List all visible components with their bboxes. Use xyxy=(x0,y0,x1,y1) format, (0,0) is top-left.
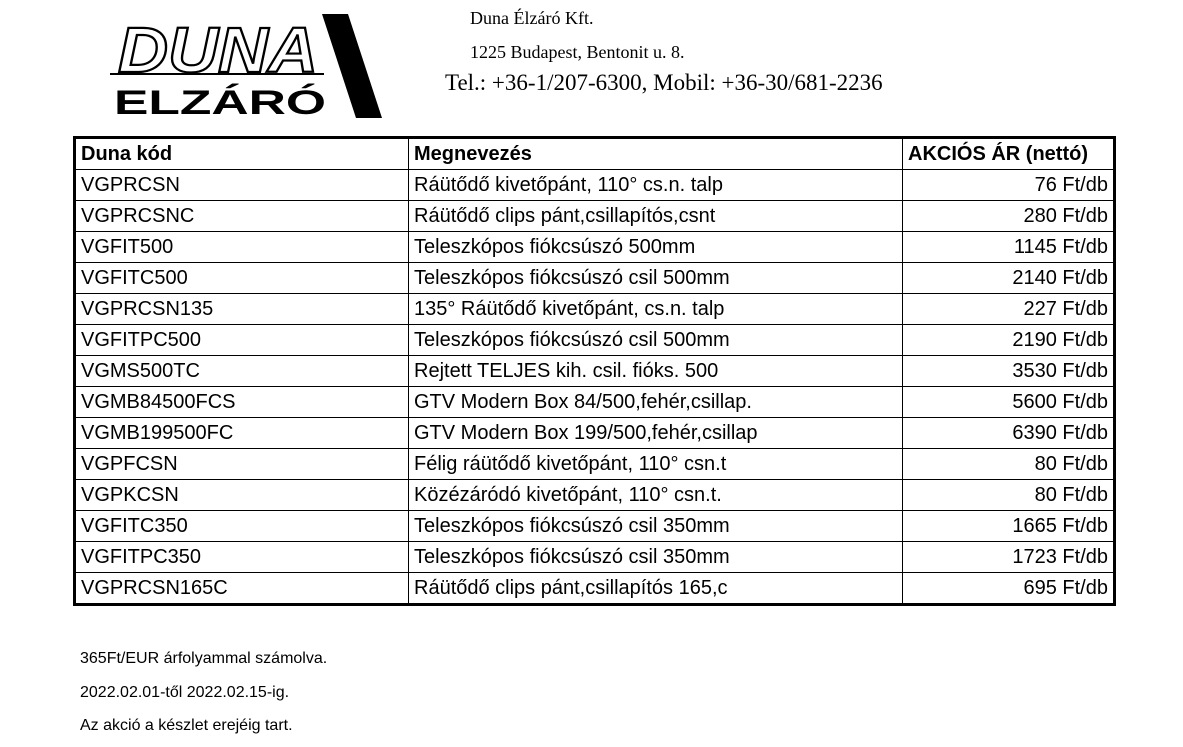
header-name: Megnevezés xyxy=(409,138,903,170)
note-validity-period: 2022.02.01-től 2022.02.15-ig. xyxy=(80,684,290,701)
cell-price: 80 Ft/db xyxy=(903,480,1115,511)
logo-subtitle: ELZÁRÓ xyxy=(114,84,326,122)
cell-code: VGFIT500 xyxy=(75,232,409,263)
table-row xyxy=(75,356,1115,387)
cell-price: 5600 Ft/db xyxy=(903,387,1115,418)
table-row xyxy=(75,418,1115,449)
cell-price: 1665 Ft/db xyxy=(903,511,1115,542)
cell-code: VGPRCSN165C xyxy=(75,573,409,605)
cell-code: VGFITC500 xyxy=(75,263,409,294)
table-row xyxy=(75,387,1115,418)
cell-name: GTV Modern Box 199/500,fehér,csillap xyxy=(409,418,903,449)
cell-price: 80 Ft/db xyxy=(903,449,1115,480)
note-exchange-rate: 365Ft/EUR árfolyammal számolva. xyxy=(80,650,328,667)
note-stock-limit: Az akció a készlet erejéig tart. xyxy=(80,717,293,734)
cell-price: 76 Ft/db xyxy=(903,170,1115,201)
table-row xyxy=(75,170,1115,201)
company-phones: Tel.: +36-1/207-6300, Mobil: +36-30/681-2236 xyxy=(445,70,883,95)
table-row xyxy=(75,480,1115,511)
cell-name: Teleszkópos fiókcsúszó csil 500mm xyxy=(409,325,903,356)
cell-code: VGFITC350 xyxy=(75,511,409,542)
table-row xyxy=(75,325,1115,356)
cell-name: Teleszkópos fiókcsúszó csil 500mm xyxy=(409,263,903,294)
price-table xyxy=(73,136,1116,606)
table-row xyxy=(75,294,1115,325)
cell-code: VGFITPC350 xyxy=(75,542,409,573)
cell-code: VGPKCSN xyxy=(75,480,409,511)
cell-code: VGPRCSNC xyxy=(75,201,409,232)
cell-name: Közézáródó kivetőpánt, 110° csn.t. xyxy=(409,480,903,511)
header-price: AKCIÓS ÁR (nettó) xyxy=(903,138,1115,170)
cell-name: Teleszkópos fiókcsúszó csil 350mm xyxy=(409,511,903,542)
cell-price: 2140 Ft/db xyxy=(903,263,1115,294)
table-row xyxy=(75,232,1115,263)
cell-price: 1723 Ft/db xyxy=(903,542,1115,573)
cell-code: VGMB84500FCS xyxy=(75,387,409,418)
cell-code: VGPFCSN xyxy=(75,449,409,480)
logo-wordmark: DUNA xyxy=(118,14,318,86)
company-logo xyxy=(110,14,390,122)
cell-name: Ráütődő clips pánt,csillapítós 165,c xyxy=(409,573,903,605)
table-body xyxy=(75,170,1115,605)
cell-price: 6390 Ft/db xyxy=(903,418,1115,449)
table-row xyxy=(75,542,1115,573)
company-address: 1225 Budapest, Bentonit u. 8. xyxy=(470,42,685,62)
cell-name: Teleszkópos fiókcsúszó csil 350mm xyxy=(409,542,903,573)
table-row xyxy=(75,511,1115,542)
cell-price: 3530 Ft/db xyxy=(903,356,1115,387)
cell-price: 2190 Ft/db xyxy=(903,325,1115,356)
cell-name: Teleszkópos fiókcsúszó 500mm xyxy=(409,232,903,263)
table-row xyxy=(75,449,1115,480)
cell-price: 280 Ft/db xyxy=(903,201,1115,232)
logo-triangle xyxy=(322,14,382,118)
company-name: Duna Élzáró Kft. xyxy=(470,8,594,28)
cell-code: VGFITPC500 xyxy=(75,325,409,356)
cell-code: VGPRCSN135 xyxy=(75,294,409,325)
table-row xyxy=(75,263,1115,294)
cell-name: Ráütődő clips pánt,csillapítós,csnt xyxy=(409,201,903,232)
header-code: Duna kód xyxy=(75,138,409,170)
cell-price: 227 Ft/db xyxy=(903,294,1115,325)
cell-code: VGPRCSN xyxy=(75,170,409,201)
cell-name: GTV Modern Box 84/500,fehér,csillap. xyxy=(409,387,903,418)
cell-price: 1145 Ft/db xyxy=(903,232,1115,263)
cell-name: Ráütődő kivetőpánt, 110° cs.n. talp xyxy=(409,170,903,201)
table-row xyxy=(75,573,1115,605)
cell-code: VGMS500TC xyxy=(75,356,409,387)
cell-name: Rejtett TELJES kih. csil. fióks. 500 xyxy=(409,356,903,387)
table-header-row xyxy=(75,138,1115,170)
cell-code: VGMB199500FC xyxy=(75,418,409,449)
table-row xyxy=(75,201,1115,232)
cell-name: 135° Ráütődő kivetőpánt, cs.n. talp xyxy=(409,294,903,325)
cell-price: 695 Ft/db xyxy=(903,573,1115,605)
cell-name: Félig ráütődő kivetőpánt, 110° csn.t xyxy=(409,449,903,480)
